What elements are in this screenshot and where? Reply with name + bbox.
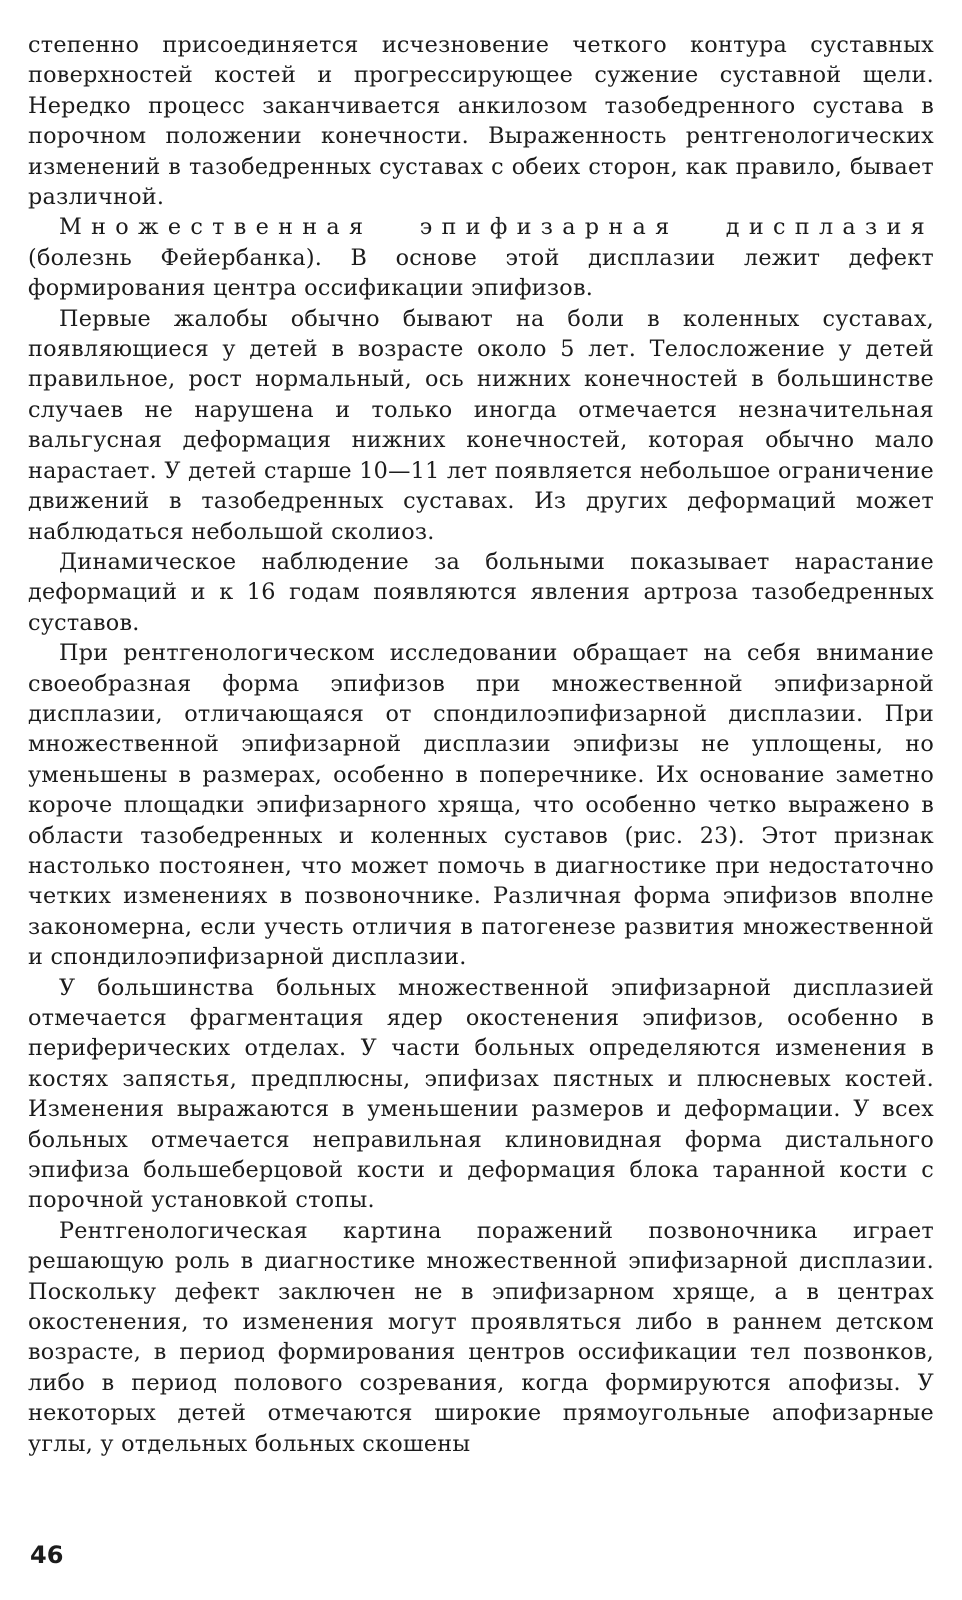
page-body — [28, 30, 934, 1459]
section-heading-paragraph — [28, 212, 934, 303]
paragraph-continuation: степенно присоединяется исчезновение четкого контура суставных поверхностей костей и прогрессирующее сужение суставной щели. Нередко процесс заканчивается анкилозом тазобедренного сустава в порочном положении конечности. Выраженность рентгенологических изменений в тазобедренных суставах с обеих сторон, как правило, бывает различной. — [28, 32, 934, 211]
section-intro-text: (болезнь Фейербанка). В основе этой дисплазии лежит дефект формирования центра оссификации эпифизов. — [28, 244, 934, 302]
paragraph-complaints: Первые жалобы обычно бывают на боли в коленных суставах, появляющиеся у детей в возрасте около 5 лет. Телосложение у детей правильное, рост нормальный, ось нижних конечностей в большинстве случаев не нарушена и только иногда отмечается незначительная вальгусная деформация нижних конечностей, которая обычно мало нарастает. У детей старше 10—11 лет появляется небольшое ограничение движений в тазобедренных суставах. Из других деформаций может наблюдаться небольшой сколиоз. — [28, 305, 934, 545]
paragraph-fragmentation: У большинства больных множественной эпифизарной дисплазией отмечается фрагментация ядер окостенения эпифизов, особенно в периферических отделах. У части больных определяются изменения в костях запястья, предплюсны, эпифизах пястных и плюсневых костей. Изменения выражаются в уменьшении размеров и деформации. У всех больных отмечается неправильная клиновидная форма дистального эпифиза большеберцовой кости и деформация блока таранной кости с порочной установкой стопы. — [28, 974, 934, 1214]
paragraph-dynamics: Динамическое наблюдение за больными показывает нарастание деформаций и к 16 годам появляются явления артроза тазобедренных суставов. — [28, 548, 934, 636]
page-number: 46 — [30, 1541, 64, 1569]
section-term: Множественная эпифизарная дисплазия — [59, 214, 934, 241]
paragraph-radiology: При рентгенологическом исследовании обращает на себя внимание своеобразная форма эпифизов при множественной эпифизарной дисплазии, отличающаяся от спондилоэпифизарной дисплазии. При множественной эпифизарной дисплазии эпифизы не уплощены, но уменьшены в размерах, особенно в поперечнике. Их основание заметно короче площадки эпифизарного хряща, что особенно четко выражено в области тазобедренных и коленных суставов (рис. 23). Этот признак настолько постоянен, что может помочь в диагностике при недостаточно четких изменениях в позвоночнике. Различная форма эпифизов вполне закономерна, если учесть отличия в патогенезе развития множественной и спондилоэпифизарной дисплазии. — [28, 640, 934, 971]
paragraph-spine: Рентгенологическая картина поражений позвоночника играет решающую роль в диагностике множественной эпифизарной дисплазии. Поскольку дефект заключен не в эпифизарном хряще, а в центрах окостенения, то изменения могут проявляться либо в раннем детском возрасте, в период формирования центров оссификации тел позвонков, либо в период полового созревания, когда формируются апофизы. У некоторых детей отмечаются широкие прямоугольные апофизарные углы, у отдельных больных скошены — [28, 1217, 934, 1457]
